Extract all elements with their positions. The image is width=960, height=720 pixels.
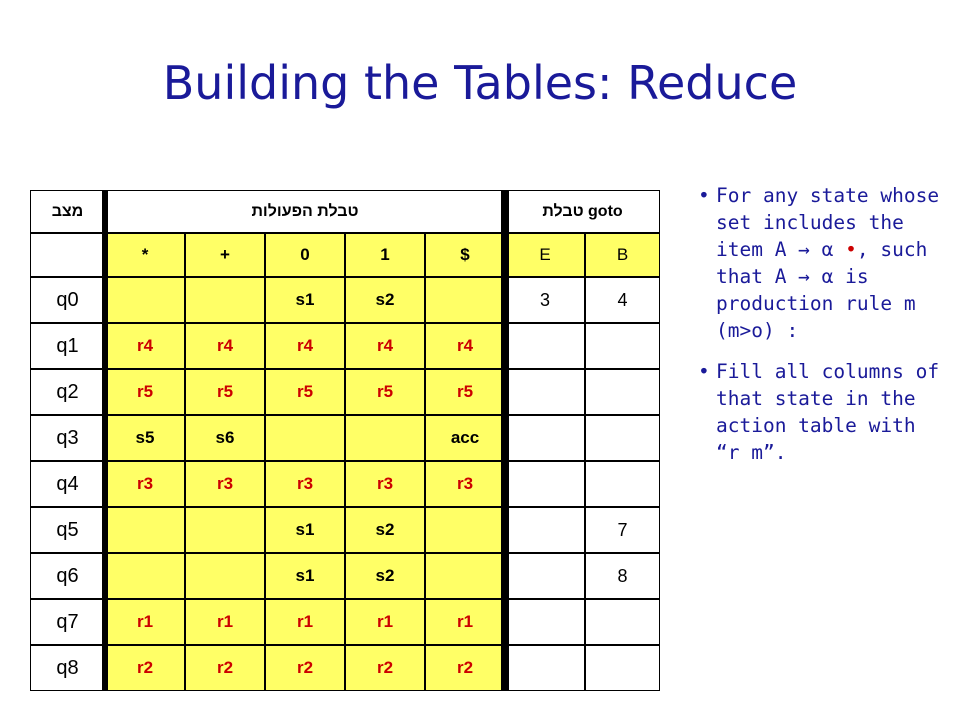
table-cell (505, 323, 585, 369)
table-cell: r2 (345, 645, 425, 691)
table-cell: r4 (345, 323, 425, 369)
item-dot: • (845, 238, 857, 261)
table-cell (505, 645, 585, 691)
header-action-table: טבלת הפעולות (105, 190, 505, 233)
table-cell (425, 507, 505, 553)
parse-table (30, 190, 660, 679)
table-cell: s6 (185, 415, 265, 461)
column-separator (501, 190, 509, 691)
table-cell (185, 553, 265, 599)
table-cell: r4 (105, 323, 185, 369)
table-cell: r1 (185, 599, 265, 645)
column-header: 0 (265, 233, 345, 277)
table-cell: r3 (265, 461, 345, 507)
column-header: 1 (345, 233, 425, 277)
table-cell: r3 (345, 461, 425, 507)
table-cell: s2 (345, 277, 425, 323)
table-cell (505, 415, 585, 461)
state-label: q4 (30, 461, 105, 507)
table-cell: r1 (265, 599, 345, 645)
bullet-text-post: , such that A → α is production rule m (m>o) : (716, 238, 928, 342)
bullet-icon: • (698, 360, 710, 383)
state-label: q5 (30, 507, 105, 553)
state-label: q6 (30, 553, 105, 599)
table-cell: r2 (425, 645, 505, 691)
header-goto-table: טבלת goto (505, 190, 660, 233)
table-cell (345, 415, 425, 461)
state-label: q8 (30, 645, 105, 691)
table-cell (585, 461, 660, 507)
state-label: q3 (30, 415, 105, 461)
table-cell (585, 415, 660, 461)
table-cell: r1 (105, 599, 185, 645)
table-cell: r3 (105, 461, 185, 507)
table-cell (505, 369, 585, 415)
table-cell: s1 (265, 507, 345, 553)
bullet-list (698, 182, 943, 480)
column-header: B (585, 233, 660, 277)
slide-title: Building the Tables: Reduce (162, 56, 798, 110)
table-cell (585, 369, 660, 415)
table-cell: s1 (265, 277, 345, 323)
table-cell (585, 645, 660, 691)
table-cell: r2 (105, 645, 185, 691)
bullet-icon: • (698, 184, 710, 207)
table-cell (425, 553, 505, 599)
table-cell: r3 (425, 461, 505, 507)
table-cell: r4 (425, 323, 505, 369)
table-cell (105, 277, 185, 323)
table-cell: r5 (345, 369, 425, 415)
table-cell (505, 599, 585, 645)
table-cell: 7 (585, 507, 660, 553)
bullet-text-pre: For any state whose set includes the item A → α (716, 184, 940, 261)
table-cell: s2 (345, 507, 425, 553)
state-label: q2 (30, 369, 105, 415)
table-cell: acc (425, 415, 505, 461)
table-cell (585, 323, 660, 369)
table-cell: r4 (185, 323, 265, 369)
table-cell: r4 (265, 323, 345, 369)
column-header: E (505, 233, 585, 277)
table-cell: s2 (345, 553, 425, 599)
table-cell (185, 507, 265, 553)
table-cell (105, 553, 185, 599)
header-blank (30, 233, 105, 277)
table-cell (505, 507, 585, 553)
state-label: q1 (30, 323, 105, 369)
table-cell (505, 553, 585, 599)
header-state: מצב (30, 190, 105, 233)
table-cell (505, 461, 585, 507)
table-cell: r5 (265, 369, 345, 415)
table-cell: s5 (105, 415, 185, 461)
bullet-text: Fill all columns of that state in the action table with “r m”. (716, 360, 940, 464)
table-cell: r1 (425, 599, 505, 645)
table-cell (585, 599, 660, 645)
table-cell: r5 (105, 369, 185, 415)
column-header: * (105, 233, 185, 277)
state-label: q7 (30, 599, 105, 645)
table-cell (265, 415, 345, 461)
column-header: $ (425, 233, 505, 277)
table-cell: 4 (585, 277, 660, 323)
bullet-item (698, 182, 943, 344)
bullet-item (698, 358, 943, 466)
table-cell: r5 (185, 369, 265, 415)
column-header: + (185, 233, 265, 277)
table-cell (105, 507, 185, 553)
table-cell (185, 277, 265, 323)
column-separator (102, 190, 108, 691)
table-cell: r5 (425, 369, 505, 415)
table-cell: s1 (265, 553, 345, 599)
table-cell (425, 277, 505, 323)
table-cell: r2 (185, 645, 265, 691)
table-cell: 3 (505, 277, 585, 323)
table-cell: r2 (265, 645, 345, 691)
table-cell: 8 (585, 553, 660, 599)
state-label: q0 (30, 277, 105, 323)
table-cell: r1 (345, 599, 425, 645)
table-cell: r3 (185, 461, 265, 507)
